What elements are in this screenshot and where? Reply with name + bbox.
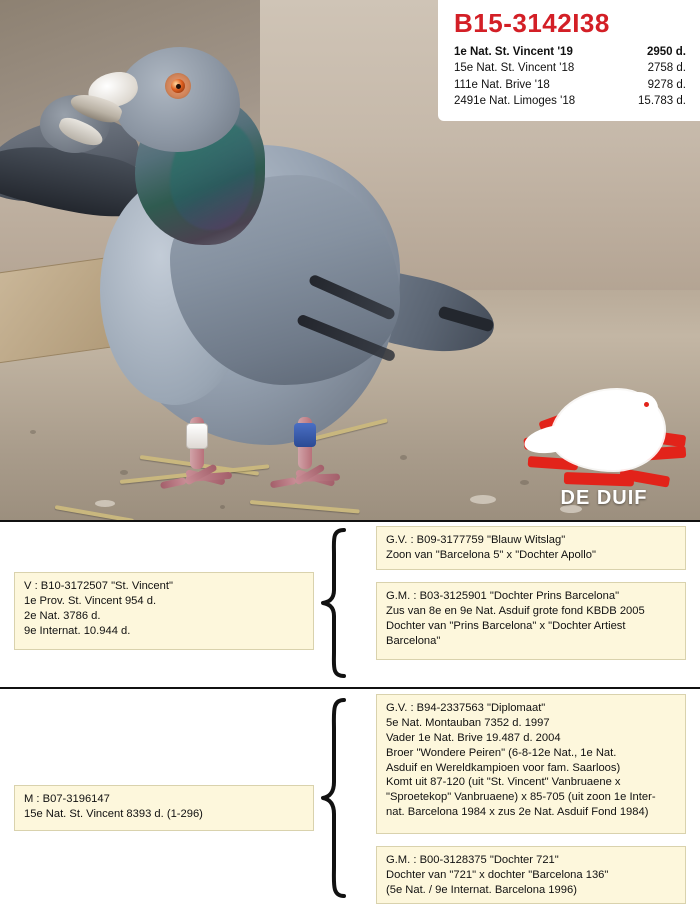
brand-logo	[524, 390, 684, 510]
ring-number-badge	[438, 0, 700, 121]
mother-sire-line: Asduif en Wereldkampioen voor fam. Saarloos)	[386, 761, 621, 774]
father-sire-line: Zoon van "Barcelona 5" x "Dochter Apollo"	[386, 548, 596, 561]
brace-father	[320, 528, 348, 678]
pigeon-eye-pupil	[176, 84, 181, 89]
father-line: 2e Nat. 3786 d.	[24, 609, 101, 622]
page-title: B15-3142I38	[454, 8, 610, 38]
mother-dam-line: G.M. : B00-3128375 "Dochter 721"	[386, 854, 559, 866]
mother-dam-line: Dochter van "721" x dochter "Barcelona 136"	[386, 868, 609, 881]
toe	[160, 477, 187, 489]
pigeon-head	[115, 47, 240, 152]
result-value: 2758 d.	[647, 62, 686, 75]
mother-box	[14, 785, 314, 831]
mother-sire-line: nat. Barcelona 1984 x zus 2e Nat. Asduif Fond 1984)	[386, 806, 649, 819]
pigeon-foot-left	[164, 465, 224, 491]
father-line: 9e Internat. 10.944 d.	[24, 624, 131, 637]
brand-name: DE DUIF	[560, 487, 648, 509]
result-label: 2491e Nat. Limoges '18	[454, 94, 576, 107]
divider-top	[0, 520, 700, 522]
mother-sire-line: G.V. : B94-2337563 "Diplomaat"	[386, 702, 546, 714]
result-label: 111e Nat. Brive '18	[454, 78, 550, 91]
mother-sire-line: Vader 1e Nat. Brive 19.487 d. 2004	[386, 731, 561, 744]
result-value: 2950 d.	[647, 46, 686, 58]
floor-speck	[30, 430, 36, 434]
leg-ring-blue	[294, 423, 316, 447]
mother-dam-box	[376, 846, 686, 904]
father-box	[14, 572, 314, 650]
father-dam-box	[376, 582, 686, 660]
result-value: 9278 d.	[647, 78, 686, 91]
brace-mother	[320, 698, 348, 898]
mother-sire-line: Komt uit 87-120 (uit "St. Vincent" Vanbruaene x	[386, 776, 621, 789]
father-sire-box	[376, 526, 686, 570]
dove-eye-icon	[644, 402, 649, 407]
result-row	[454, 60, 686, 76]
mother-sire-line: "Sproetekop" Vanbruaene) x 85-705 (uit zoon 1e Inter-	[386, 791, 656, 804]
result-row	[454, 44, 686, 60]
pedigree-section	[0, 520, 700, 908]
dove-head-icon	[618, 392, 658, 424]
result-row	[454, 93, 686, 109]
father-sire-line: G.V. : B09-3177759 "Blauw Witslag"	[386, 534, 566, 546]
divider-middle	[0, 687, 700, 689]
father-dam-line: Zus van 8e en 9e Nat. Asduif grote fond KBDB 2005	[386, 604, 645, 617]
pigeon	[60, 25, 480, 500]
father-dam-line: Barcelona"	[386, 634, 441, 647]
father-line: V : B10-3172507 "St. Vincent"	[24, 580, 173, 592]
result-row	[454, 77, 686, 93]
mother-sire-box	[376, 694, 686, 834]
result-label: 1e Nat. St. Vincent '19	[454, 46, 573, 58]
floor-speck	[220, 505, 225, 509]
mother-dam-line: (5e Nat. / 9e Internat. Barcelona 1996)	[386, 883, 577, 896]
father-dam-line: G.M. : B03-3125901 "Dochter Prins Barcelona"	[386, 590, 620, 602]
father-dam-line: Dochter van "Prins Barcelona" x "Dochter Artiest	[386, 619, 626, 632]
result-label: 15e Nat. St. Vincent '18	[454, 62, 575, 75]
pigeon-foot-right	[274, 465, 334, 491]
mother-sire-line: Broer "Wondere Peiren" (6-8-12e Nat., 1e Nat.	[386, 746, 617, 759]
floor-feather	[95, 500, 115, 507]
mother-sire-line: 5e Nat. Montauban 7352 d. 1997	[386, 716, 550, 729]
result-value: 15.783 d.	[638, 94, 686, 107]
mother-line: M : B07-3196147	[24, 793, 110, 805]
leg-ring-white	[186, 423, 208, 449]
mother-line: 15e Nat. St. Vincent 8393 d. (1-296)	[24, 807, 203, 820]
father-line: 1e Prov. St. Vincent 954 d.	[24, 594, 157, 607]
toe	[270, 477, 297, 488]
